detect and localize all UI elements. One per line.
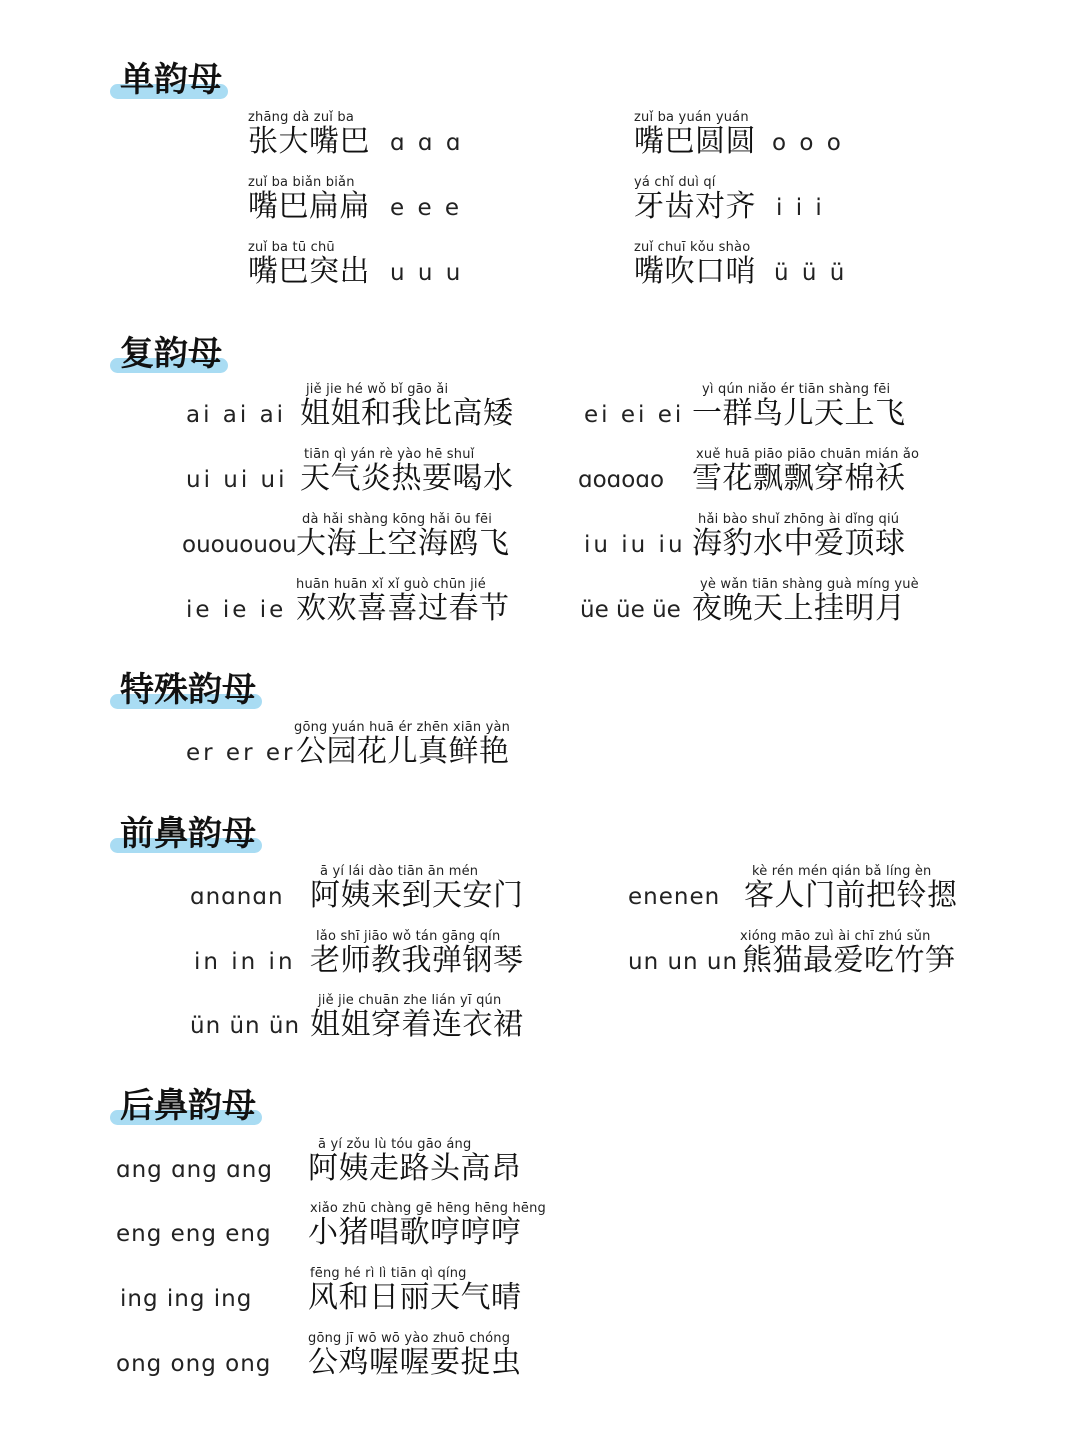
phrase-text: 一群鸟儿天上飞 — [692, 396, 906, 431]
phrase-text: 老师教我弹钢琴 — [310, 943, 524, 978]
section-title-te — [120, 670, 256, 710]
vowel-label: ai ai ai — [186, 402, 287, 428]
phrase-text: 风和日丽天气晴 — [308, 1280, 522, 1315]
pinyin-line: kè rén mén qián bǎ líng èn — [752, 864, 932, 879]
pinyin-line: hǎi bào shuǐ zhōng ài dǐng qiú — [698, 512, 900, 527]
vowel-label: ie ie ie — [186, 597, 287, 623]
pinyin-line: xiǎo zhū chàng gē hēng hēng hēng — [310, 1201, 547, 1216]
phrase-text: 嘴巴圆圆 — [634, 124, 756, 159]
pinyin-line: zuǐ ba yuán yuán — [634, 110, 749, 125]
section-title-text: 后鼻韵母 — [120, 1086, 256, 1126]
phrase-text: 公园花儿真鲜艳 — [296, 734, 510, 769]
phrase-text: 阿姨来到天安门 — [310, 878, 524, 913]
phrase-text: 嘴吹口哨 — [634, 254, 756, 289]
phrase-text: 阿姨走路头高昂 — [308, 1151, 522, 1186]
vowel-label: ü ü ü — [774, 260, 848, 286]
phrase-text: 姐姐和我比高矮 — [300, 396, 514, 431]
section-title-text: 前鼻韵母 — [120, 814, 256, 854]
vowel-label: er er er — [186, 740, 296, 766]
vowel-label: ɑoɑoɑo — [578, 467, 665, 493]
pinyin-line: dà hǎi shàng kōng hǎi ōu fēi — [302, 512, 493, 527]
section-title-dan — [120, 60, 222, 100]
vowel-label: o o o — [772, 130, 844, 156]
pinyin-line: fēng hé rì lì tiān qì qíng — [310, 1266, 467, 1281]
pinyin-line: tiān qì yán rè yào hē shuǐ — [304, 447, 475, 462]
vowel-label: in in in — [194, 949, 296, 975]
pinyin-line: gōng yuán huā ér zhēn xiān yàn — [294, 720, 511, 735]
vowel-label: ong ong ong — [116, 1351, 272, 1377]
pinyin-line: ā yí lái dào tiān ān mén — [320, 864, 479, 879]
pinyin-line: gōng jī wō wō yào zhuō chóng — [308, 1331, 511, 1346]
vowel-label: iu iu iu — [584, 532, 686, 558]
section-title-fu — [120, 334, 222, 374]
pinyin-line: xuě huā piāo piāo chuān mián ǎo — [696, 447, 920, 462]
pinyin-line: zuǐ ba biǎn biǎn — [248, 175, 355, 190]
phrase-text: 牙齿对齐 — [634, 189, 756, 224]
vowel-label: ɑng ɑng ɑng — [116, 1157, 273, 1183]
vowel-label: ouououou — [182, 532, 297, 558]
pinyin-line: zhāng dà zuǐ ba — [248, 110, 355, 125]
section-title-qian — [120, 814, 256, 854]
vowel-label: un un un — [628, 949, 739, 975]
vowel-label: ui ui ui — [186, 467, 288, 493]
phrase-text: 客人门前把铃摁 — [744, 878, 958, 913]
pinyin-line: ā yí zǒu lù tóu gāo áng — [318, 1137, 472, 1152]
vowel-label: ei ei ei — [584, 402, 685, 428]
pinyin-line: jiě jie chuān zhe lián yī qún — [318, 993, 502, 1008]
phrase-text: 欢欢喜喜过春节 — [296, 591, 510, 626]
section-title-hou — [120, 1086, 256, 1126]
phrase-text: 嘴巴突出 — [248, 254, 370, 289]
pinyin-line: zuǐ chuī kǒu shào — [634, 240, 751, 255]
phrase-text: 嘴巴扁扁 — [248, 189, 370, 224]
phrase-text: 公鸡喔喔要捉虫 — [308, 1345, 522, 1380]
vowel-label: e e e — [390, 195, 463, 221]
pinyin-line: jiě jie hé wǒ bǐ gāo ǎi — [306, 382, 449, 397]
pinyin-line: xióng māo zuì ài chī zhú sǔn — [740, 929, 931, 944]
phrase-text: 张大嘴巴 — [248, 124, 370, 159]
phrase-text: 熊猫最爱吃竹笋 — [742, 943, 956, 978]
pinyin-line: huān huān xǐ xǐ guò chūn jié — [296, 577, 486, 592]
vowel-label: u u u — [390, 260, 464, 286]
vowel-label: üe üe üe — [580, 597, 681, 623]
vowel-label: ɑnɑnɑn — [190, 884, 284, 910]
phrase-text: 夜晚天上挂明月 — [692, 591, 906, 626]
pinyin-line: lǎo shī jiāo wǒ tán gāng qín — [316, 929, 501, 944]
phrase-text: 小猪唱歌哼哼哼 — [308, 1215, 522, 1250]
vowel-label: ɑ ɑ ɑ — [390, 130, 464, 156]
vowel-label: ing ing ing — [120, 1286, 253, 1312]
section-title-text: 复韵母 — [120, 334, 222, 374]
phrase-text: 大海上空海鸥飞 — [296, 526, 510, 561]
phrase-text: 海豹水中爱顶球 — [692, 526, 906, 561]
pinyin-line: yì qún niǎo ér tiān shàng fēi — [702, 382, 891, 397]
phrase-text: 姐姐穿着连衣裙 — [310, 1007, 524, 1042]
section-title-text: 单韵母 — [120, 60, 222, 100]
phrase-text: 雪花飘飘穿棉袄 — [692, 461, 906, 496]
phrase-text: 天气炎热要喝水 — [300, 461, 514, 496]
vowel-label: enenen — [628, 884, 721, 910]
pinyin-line: yè wǎn tiān shàng guà míng yuè — [700, 577, 919, 592]
vowel-label: ün ün ün — [190, 1013, 301, 1039]
pinyin-line: yá chǐ duì qí — [634, 175, 716, 190]
section-title-text: 特殊韵母 — [120, 670, 256, 710]
vowel-label: i i i — [776, 195, 825, 221]
pinyin-line: zuǐ ba tū chū — [248, 240, 335, 255]
vowel-label: eng eng eng — [116, 1221, 272, 1247]
